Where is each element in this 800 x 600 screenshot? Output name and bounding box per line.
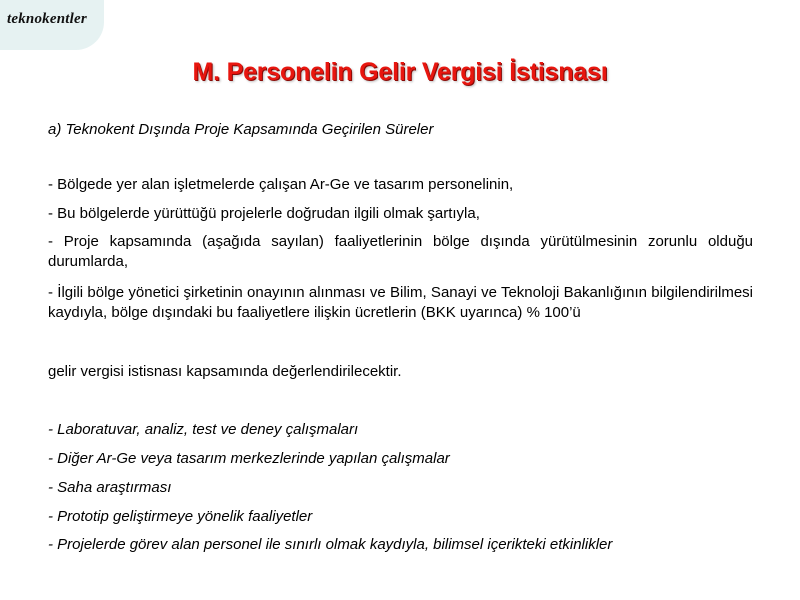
activity-item-3: - Saha araştırması	[48, 479, 172, 496]
paragraph-3: - Proje kapsamında (aşağıda sayılan) faaliyetlerinin bölge dışında yürütülmesinin zorunlu olduğu durumlarda,	[48, 233, 753, 270]
paragraph-4: - İlgili bölge yönetici şirketinin onayının alınması ve Bilim, Sanayi ve Teknoloji Bakanlığının bilgilendirilmesi kaydıyla, bölge dışındaki bu faaliyetlere ilişkin ücretlerin (BKK uyarınca) % 100’ü	[48, 284, 753, 321]
activity-item-5: - Projelerde görev alan personel ile sınırlı olmak kaydıyla, bilimsel içerikteki etkinlikler	[48, 536, 613, 553]
activity-item-4: - Prototip geliştirmeye yönelik faaliyetler	[48, 508, 313, 525]
paragraph-1: - Bölgede yer alan işletmelerde çalışan Ar-Ge ve tasarım personelinin,	[48, 176, 514, 193]
activity-item-1: - Laboratuvar, analiz, test ve deney çalışmaları	[48, 421, 359, 438]
paragraph-2: - Bu bölgelerde yürüttüğü projelerle doğrudan ilgili olmak şartıyla,	[48, 205, 480, 222]
slide-title: M. Personelin Gelir Vergisi İstisnası	[192, 58, 608, 86]
logo-tab	[0, 0, 104, 50]
logo-text: teknokentler	[7, 11, 87, 27]
subheading: a) Teknokent Dışında Proje Kapsamında Geçirilen Süreler	[48, 121, 434, 138]
paragraph-5: gelir vergisi istisnası kapsamında değerlendirilecektir.	[48, 363, 402, 380]
activity-item-2: - Diğer Ar-Ge veya tasarım merkezlerinde yapılan çalışmalar	[48, 450, 450, 467]
